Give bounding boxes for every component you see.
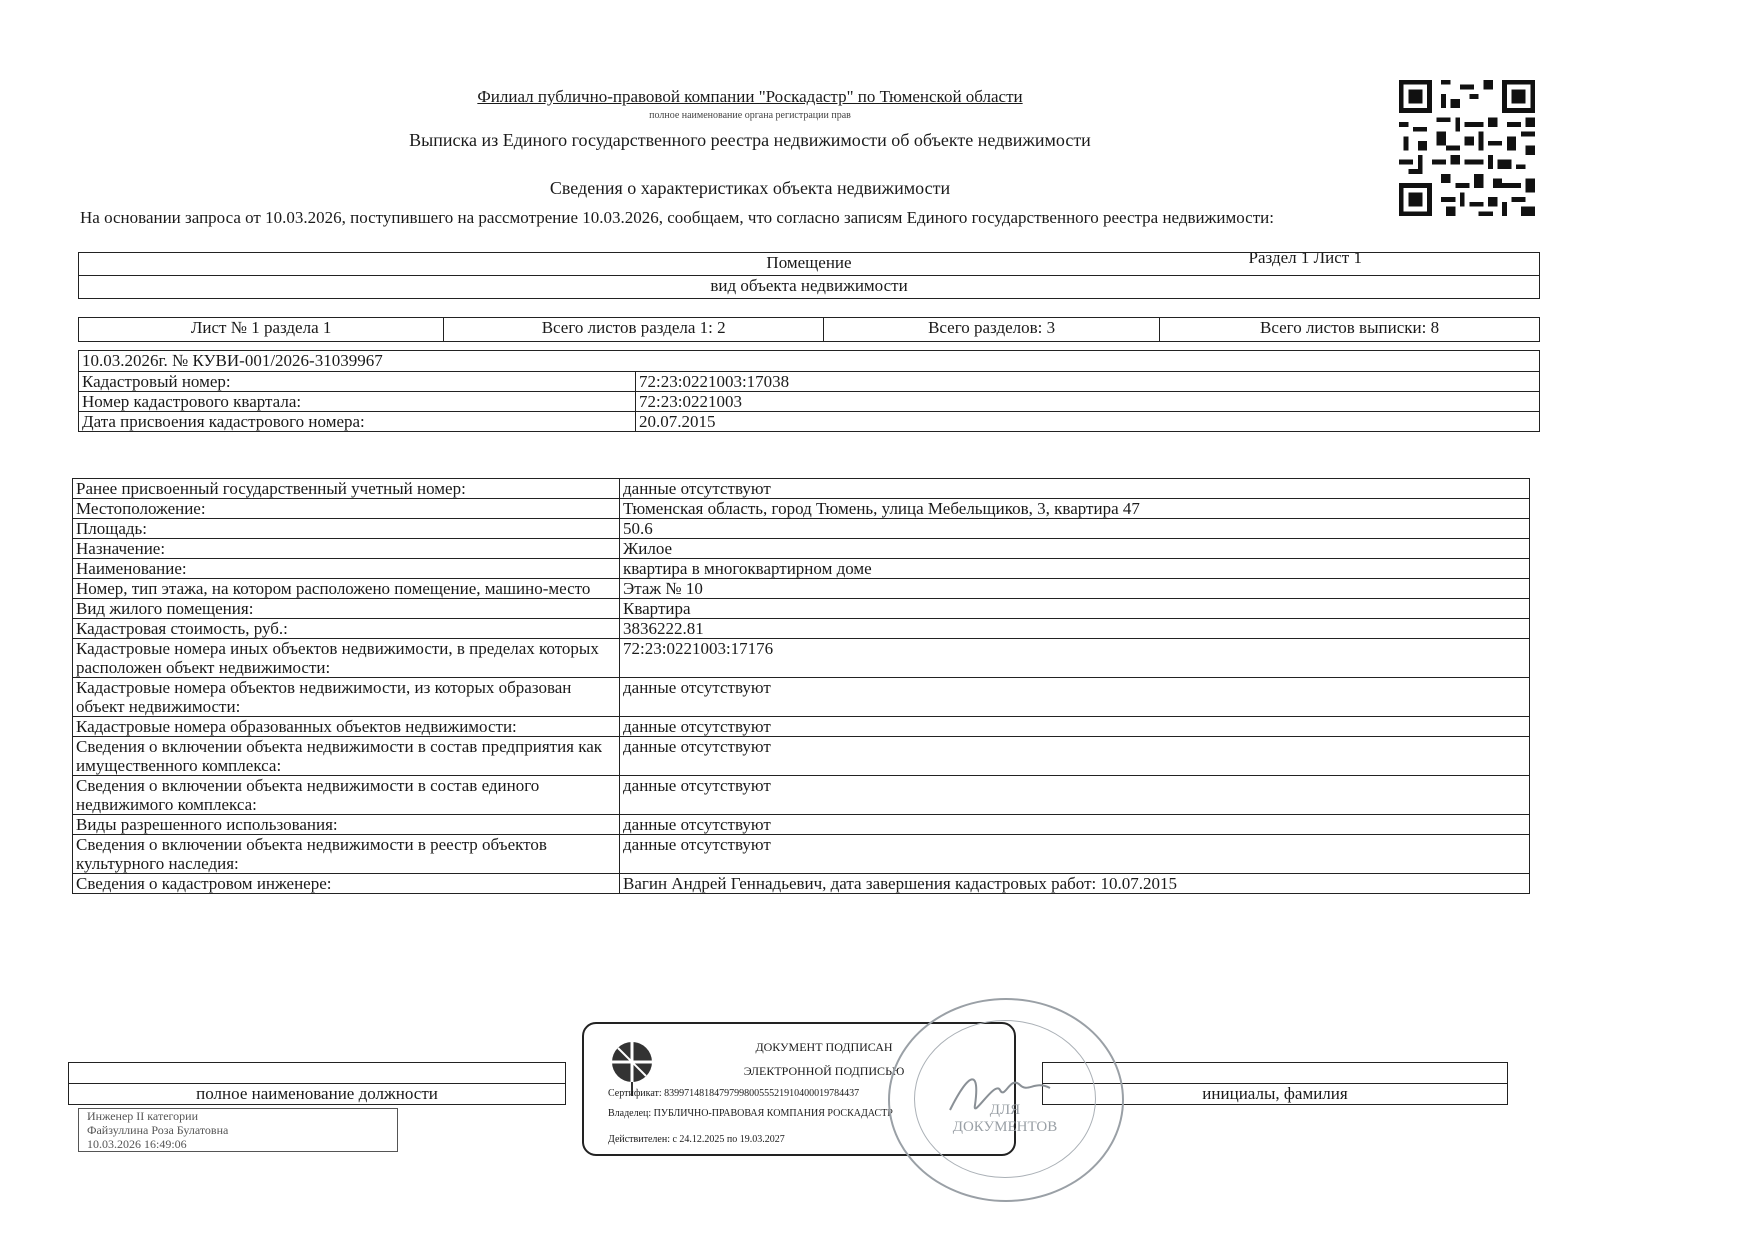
row-value: Вагин Андрей Геннадьевич, дата завершения кадастровых работ: 10.07.2015 [620,874,1530,894]
table-row [73,579,1530,599]
row-value: 3836222.81 [620,619,1530,639]
row-value: данные отсутствуют [620,717,1530,737]
position-caption: полное наименование должности [69,1084,566,1105]
row-label: Назначение: [73,539,620,559]
document-title: Выписка из Единого государственного реестра недвижимости об объекте недвижимости [409,130,1091,150]
cadastral-number-label: Кадастровый номер: [79,372,636,392]
row-value: Жилое [620,539,1530,559]
table-row [73,479,1530,499]
handwritten-signature-icon [940,1060,1090,1130]
row-label: Сведения о включении объекта недвижимости в состав единого недвижимого комплекса: [73,776,620,815]
registration-table [78,350,1540,432]
table-row [73,874,1530,894]
table-row [73,559,1530,579]
organization-caption: полное наименование органа регистрации прав [649,110,851,121]
row-value: данные отсутствуют [620,678,1530,717]
object-type-table [78,252,1540,299]
table-row [73,815,1530,835]
row-label: Кадастровые номера иных объектов недвижимости, в пределах которых расположен объект недвижимости: [73,639,620,678]
object-type-caption: вид объекта недвижимости [79,276,1540,299]
document-subtitle: Сведения о характеристиках объекта недвижимости [549,178,951,198]
row-label: Виды разрешенного использования: [73,815,620,835]
row-value: Этаж № 10 [620,579,1530,599]
row-label: Ранее присвоенный государственный учетный номер: [73,479,620,499]
table-row [73,678,1530,717]
stamp-line-2: ЭЛЕКТРОННОЙ ПОДПИСЬЮ [743,1064,905,1078]
assignment-date-label: Дата присвоения кадастрового номера: [79,412,636,432]
table-row [73,599,1530,619]
row-value: Квартира [620,599,1530,619]
row-label: Кадастровые номера объектов недвижимости, из которых образован объект недвижимости: [73,678,620,717]
request-number: 10.03.2026г. № КУВИ-001/2026-31039967 [79,351,1540,372]
stamp-validity: Действителен: с 24.12.2025 по 19.03.2027 [608,1134,785,1145]
row-label: Номер, тип этажа, на котором расположено помещение, машино-место [73,579,620,599]
row-value: 72:23:0221003:17176 [620,639,1530,678]
table-row [73,619,1530,639]
assignment-date-value: 20.07.2015 [636,412,1540,432]
table-row [73,835,1530,874]
row-value: данные отсутствуют [620,737,1530,776]
signer-name: Файзуллина Роза Булатовна [87,1123,229,1137]
table-row [79,412,1540,432]
table-row [73,519,1530,539]
basis-text: На основании запроса от 10.03.2026, поступившего на рассмотрение 10.03.2026, сообщаем, что согласно записям Единого государственного реестра недвижимости: [80,208,1274,227]
row-label: Сведения о кадастровом инженере: [73,874,620,894]
table-row [73,639,1530,678]
row-label: Площадь: [73,519,620,539]
row-label: Сведения о включении объекта недвижимости в реестр объектов культурного наследия: [73,835,620,874]
table-row [73,717,1530,737]
object-type-value: Помещение [79,253,1540,276]
row-label: Наименование: [73,559,620,579]
table-row [73,499,1530,519]
row-value: Тюменская область, город Тюмень, улица Мебельщиков, 3, квартира 47 [620,499,1530,519]
row-value: данные отсутствуют [620,776,1530,815]
row-value: квартира в многоквартирном доме [620,559,1530,579]
cadastral-number-value: 72:23:0221003:17038 [636,372,1540,392]
table-row [73,539,1530,559]
stamp-certificate: Сертификат: 839971481847979980055521910400019784437 [608,1088,860,1099]
total-sections: Всего разделов: 3 [824,318,1160,342]
signer-box [78,1108,398,1152]
initials-caption: инициалы, фамилия [1043,1084,1508,1105]
row-label: Кадастровые номера образованных объектов недвижимости: [73,717,620,737]
table-row [79,372,1540,392]
row-value: 50.6 [620,519,1530,539]
row-value: данные отсутствуют [620,835,1530,874]
total-sheets-section: Всего листов раздела 1: 2 [444,318,824,342]
table-row [73,776,1530,815]
quarter-number-value: 72:23:0221003 [636,392,1540,412]
seal-text: ДЛЯ ДОКУМЕНТОВ [952,1102,1058,1135]
table-row [73,737,1530,776]
sheet-number: Лист № 1 раздела 1 [79,318,444,342]
stamp-owner: Владелец: ПУБЛИЧНО-ПРАВОВАЯ КОМПАНИЯ РОСКАДАСТР [608,1108,893,1119]
row-label: Вид жилого помещения: [73,599,620,619]
row-value: данные отсутствуют [620,815,1530,835]
quarter-number-label: Номер кадастрового квартала: [79,392,636,412]
stamp-line-1: ДОКУМЕНТ ПОДПИСАН [755,1040,893,1054]
signer-position: Инженер II категории [87,1109,198,1123]
table-row [79,392,1540,412]
row-label: Кадастровая стоимость, руб.: [73,619,620,639]
signer-datetime: 10.03.2026 16:49:06 [87,1137,187,1151]
sheets-table [78,317,1540,342]
characteristics-table [72,478,1530,894]
organization-name: Филиал публично-правовой компании "Роскадастр" по Тюменской области [477,87,1023,106]
row-label: Местоположение: [73,499,620,519]
total-sheets-extract: Всего листов выписки: 8 [1160,318,1540,342]
row-value: данные отсутствуют [620,479,1530,499]
qr-code-icon [1392,80,1542,216]
section-label: Раздел 1 Лист 1 [1248,248,1362,267]
row-label: Сведения о включении объекта недвижимости в состав предприятия как имущественного комплекса: [73,737,620,776]
